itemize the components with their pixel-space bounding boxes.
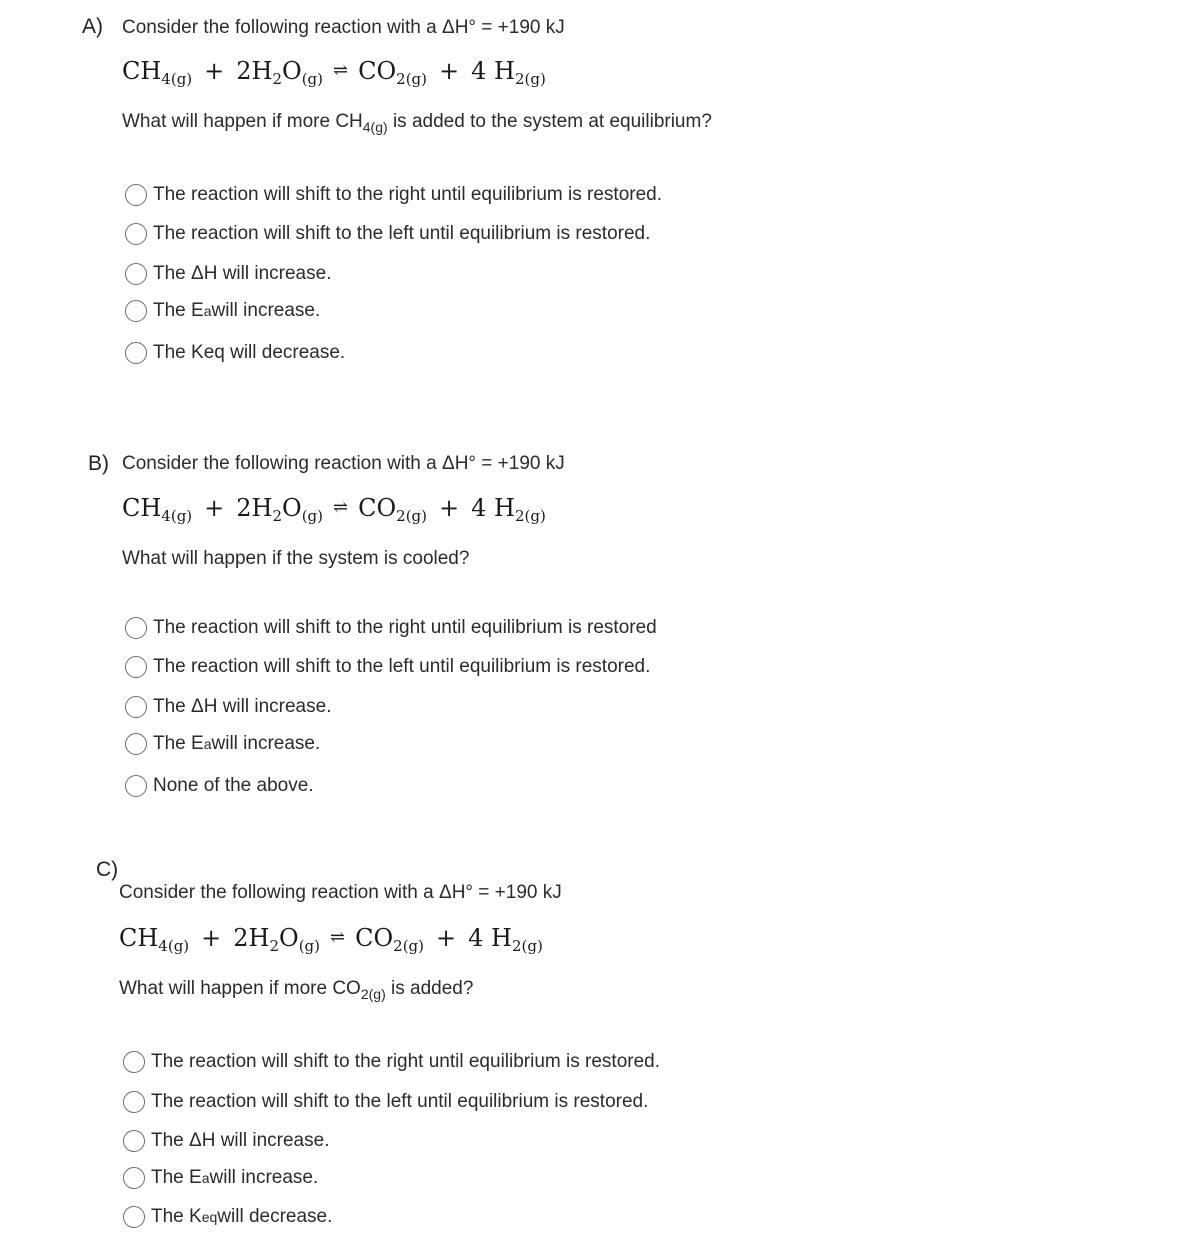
radio-button[interactable] (125, 223, 147, 245)
equilibrium-arrow-icon: ⇌ (333, 60, 349, 81)
question-label: A) (82, 15, 103, 38)
answer-option[interactable]: The ΔH will increase. (123, 1130, 329, 1152)
radio-button[interactable] (123, 1206, 145, 1228)
radio-button[interactable] (125, 184, 147, 206)
question-prompt: Consider the following reaction with a ΔH° = +190 kJ (119, 882, 562, 903)
equilibrium-arrow-icon: ⇌ (330, 927, 346, 948)
question-label: C) (96, 858, 119, 881)
question-text: What will happen if the system is cooled? (122, 548, 470, 569)
question-prompt: Consider the following reaction with a ΔH° = +190 kJ (122, 453, 565, 474)
answer-option[interactable]: The Keq will decrease. (125, 342, 345, 364)
answer-option[interactable]: The reaction will shift to the right until equilibrium is restored (125, 617, 657, 639)
answer-option[interactable]: The reaction will shift to the right until equilibrium is restored. (125, 184, 662, 206)
equilibrium-arrow-icon: ⇌ (333, 497, 349, 518)
answer-option[interactable]: None of the above. (125, 775, 314, 797)
answer-option[interactable]: The reaction will shift to the left until equilibrium is restored. (125, 223, 650, 245)
answer-option[interactable]: The reaction will shift to the right until equilibrium is restored. (123, 1051, 660, 1073)
answer-option[interactable]: The E a will increase. (123, 1167, 318, 1189)
question-text: What will happen if more $CO_{2(g)}$ is added? (119, 978, 474, 1002)
radio-button[interactable] (123, 1091, 145, 1113)
answer-option[interactable]: The reaction will shift to the left until equilibrium is restored. (125, 656, 650, 678)
radio-button[interactable] (125, 300, 147, 322)
answer-option[interactable]: The E a will increase. (125, 300, 320, 322)
reaction-equation: $CH_{4(g)} + 2H_2O_{(g)}$ ⇌ $CO_{2(g)} + 4$ $H_{2(g)}$ (122, 57, 546, 88)
answer-option[interactable]: The reaction will shift to the left until equilibrium is restored. (123, 1091, 648, 1113)
answer-option[interactable]: The ΔH will increase. (125, 263, 331, 285)
radio-button[interactable] (125, 775, 147, 797)
radio-button[interactable] (125, 617, 147, 639)
reaction-equation: $CH_{4(g)} + 2H_2O_{(g)}$ ⇌ $CO_{2(g)} + 4$ $H_{2(g)}$ (122, 494, 546, 525)
radio-button[interactable] (125, 342, 147, 364)
answer-option[interactable]: The E a will increase. (125, 733, 320, 755)
radio-button[interactable] (123, 1130, 145, 1152)
radio-button[interactable] (123, 1167, 145, 1189)
radio-button[interactable] (125, 263, 147, 285)
reaction-equation: $CH_{4(g)} + 2H_2O_{(g)}$ ⇌ $CO_{2(g)} + 4$ $H_{2(g)}$ (119, 924, 543, 955)
answer-option[interactable]: The K eq will decrease. (123, 1206, 332, 1228)
answer-option[interactable]: The ΔH will increase. (125, 696, 331, 718)
radio-button[interactable] (125, 656, 147, 678)
radio-button[interactable] (123, 1051, 145, 1073)
radio-button[interactable] (125, 733, 147, 755)
question-label: B) (88, 452, 109, 475)
question-text: What will happen if more $CH_{4(g)}$ is added to the system at equilibrium? (122, 111, 712, 135)
radio-button[interactable] (125, 696, 147, 718)
question-prompt: Consider the following reaction with a ΔH° = +190 kJ (122, 17, 565, 38)
